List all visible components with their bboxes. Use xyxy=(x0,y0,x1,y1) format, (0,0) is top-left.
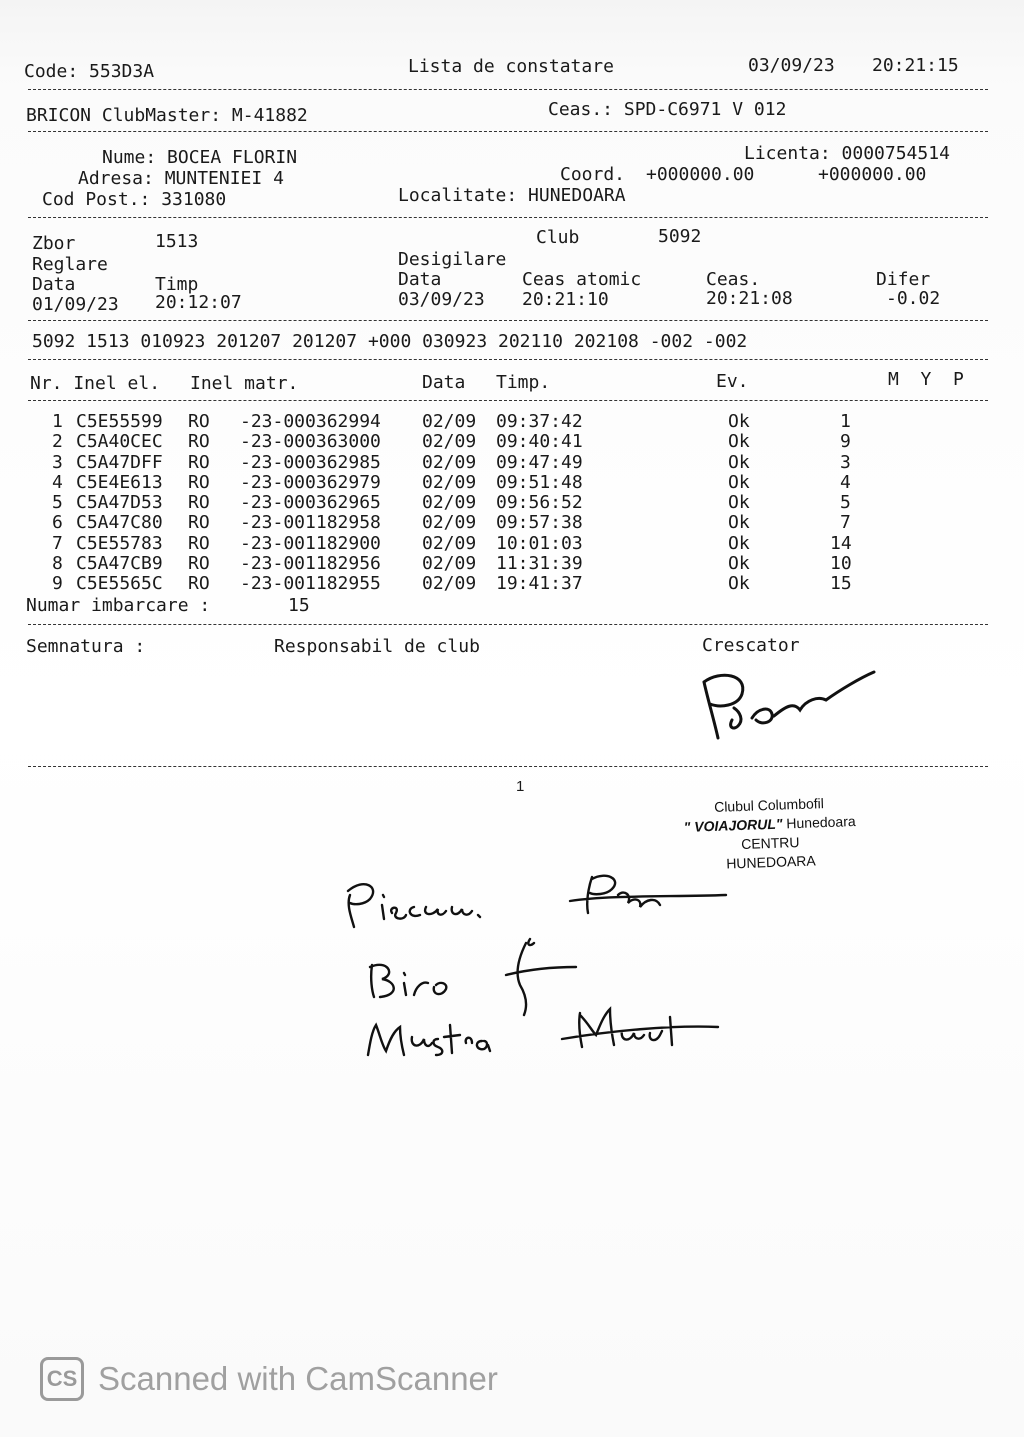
arrivals-table xyxy=(30,412,990,595)
col-nr-inel-el: Nr. Inel el. xyxy=(30,373,161,394)
table-row xyxy=(30,513,990,533)
row-ring-matricol: -23-001182958 xyxy=(240,512,381,534)
coord-value-2: +000000.00 xyxy=(818,164,927,185)
table-row xyxy=(30,432,990,452)
table-row xyxy=(30,412,990,432)
row-m: 14 xyxy=(830,532,852,554)
row-nr: 3 xyxy=(52,451,63,473)
table-row xyxy=(30,473,990,493)
table-row xyxy=(30,574,990,594)
reglare-data-label: Data xyxy=(32,274,76,295)
row-m: 4 xyxy=(840,471,851,493)
row-ring-matricol: -23-000362985 xyxy=(240,451,381,473)
row-ring-electronic: C5A47CB9 xyxy=(76,553,163,575)
signature-label: Semnatura : xyxy=(26,636,146,657)
desigilare-label: Desigilare xyxy=(398,249,507,270)
col-data: Data xyxy=(422,372,466,393)
row-ring-matricol: -23-000362965 xyxy=(240,492,381,514)
row-time: 09:56:52 xyxy=(496,492,583,514)
row-date: 02/09 xyxy=(422,451,477,473)
row-m: 3 xyxy=(840,451,851,473)
locality: Localitate: HUNEDOARA xyxy=(398,185,626,206)
desig-data-label: Data xyxy=(398,269,442,290)
difference-label: Difer xyxy=(876,269,931,290)
atomic-clock-label: Ceas atomic xyxy=(522,269,642,290)
code-line: 5092 1513 010923 201207 201207 +000 030923 202110 202108 -002 -002 xyxy=(32,331,748,352)
divider xyxy=(28,400,988,401)
row-country: RO xyxy=(188,471,210,493)
row-date: 02/09 xyxy=(422,411,477,432)
reglare-label: Reglare xyxy=(32,254,108,275)
row-event: Ok xyxy=(728,451,750,473)
row-nr: 6 xyxy=(52,512,63,534)
row-nr: 9 xyxy=(52,573,63,595)
row-country: RO xyxy=(188,553,210,575)
row-country: RO xyxy=(188,512,210,534)
owner-address: Adresa: MUNTENIEI 4 xyxy=(78,168,284,189)
row-event: Ok xyxy=(728,553,750,575)
divider xyxy=(28,217,988,218)
row-time: 09:40:41 xyxy=(496,431,583,453)
row-event: Ok xyxy=(728,492,750,514)
row-m: 1 xyxy=(840,411,851,432)
difference-value: -0.02 xyxy=(886,288,941,309)
row-country: RO xyxy=(188,411,210,432)
row-event: Ok xyxy=(728,411,750,432)
clock-time: 20:21:08 xyxy=(706,288,793,309)
row-time: 09:37:42 xyxy=(496,411,583,432)
row-ring-electronic: C5E55783 xyxy=(76,532,163,554)
row-date: 02/09 xyxy=(422,471,477,493)
watermark-text: Scanned with CamScanner xyxy=(98,1360,498,1397)
owner-name: Nume: BOCEA FLORIN xyxy=(102,147,298,168)
table-row xyxy=(30,554,990,574)
row-event: Ok xyxy=(728,512,750,534)
row-country: RO xyxy=(188,431,210,453)
row-time: 11:31:39 xyxy=(496,553,583,575)
basketing-count-label: Numar imbarcare : xyxy=(26,595,211,616)
stamp-city: Hunedoara xyxy=(782,813,856,832)
row-country: RO xyxy=(188,492,210,514)
row-ring-electronic: C5E5565C xyxy=(76,573,163,595)
divider xyxy=(28,624,988,625)
row-ring-matricol: -23-001182955 xyxy=(240,573,381,595)
divider xyxy=(28,359,988,360)
reglare-date: 01/09/23 xyxy=(32,294,119,315)
handwritten-committee-signatures xyxy=(330,855,750,1065)
row-event: Ok xyxy=(728,431,750,453)
row-country: RO xyxy=(188,532,210,554)
col-ev: Ev. xyxy=(716,371,749,392)
flight-number: 1513 xyxy=(155,231,199,252)
document-code: Code: 553D3A xyxy=(24,61,155,82)
row-ring-electronic: C5A40CEC xyxy=(76,431,163,453)
reglare-timp-label: Timp xyxy=(155,274,199,295)
row-ring-electronic: C5A47DFF xyxy=(76,451,163,473)
header-date: 03/09/23 xyxy=(748,55,835,76)
row-m: 15 xyxy=(830,573,852,595)
page-number: 1 xyxy=(516,778,525,795)
stamp-line-4: HUNEDOARA xyxy=(725,852,816,872)
row-ring-matricol: -23-000362994 xyxy=(240,411,381,432)
row-time: 09:51:48 xyxy=(496,471,583,493)
col-timp: Timp. xyxy=(496,372,551,393)
row-ring-electronic: C5E4E613 xyxy=(76,471,163,493)
clubmaster-id: BRICON ClubMaster: M-41882 xyxy=(26,105,308,126)
row-event: Ok xyxy=(728,471,750,493)
divider xyxy=(28,131,988,132)
coord-value-1: +000000.00 xyxy=(646,164,755,185)
row-ring-matricol: -23-000362979 xyxy=(240,471,381,493)
camscanner-watermark xyxy=(40,1354,498,1404)
row-ring-electronic: C5A47D53 xyxy=(76,492,163,514)
row-date: 02/09 xyxy=(422,431,477,453)
atomic-clock-time: 20:21:10 xyxy=(522,289,609,310)
divider xyxy=(28,89,988,90)
table-row xyxy=(30,493,990,513)
desig-date: 03/09/23 xyxy=(398,289,485,310)
row-m: 5 xyxy=(840,492,851,514)
row-time: 19:41:37 xyxy=(496,573,583,595)
row-m: 7 xyxy=(840,512,851,534)
flight-label: Zbor xyxy=(32,233,76,254)
header-time: 20:21:15 xyxy=(872,55,959,76)
row-country: RO xyxy=(188,573,210,595)
row-event: Ok xyxy=(728,573,750,595)
clock-label: Ceas. xyxy=(706,269,761,290)
row-date: 02/09 xyxy=(422,573,477,595)
row-date: 02/09 xyxy=(422,512,477,534)
row-time: 09:57:38 xyxy=(496,512,583,534)
stamp-line-1: Clubul Columbofil xyxy=(713,795,825,815)
document-title: Lista de constatare xyxy=(408,56,614,77)
row-time: 10:01:03 xyxy=(496,532,583,554)
row-time: 09:47:49 xyxy=(496,451,583,473)
row-ring-matricol: -23-001182956 xyxy=(240,553,381,575)
divider xyxy=(28,766,988,767)
license-number: Licenta: 0000754514 xyxy=(744,143,950,164)
row-m: 9 xyxy=(840,431,851,453)
col-myp: M Y P xyxy=(888,369,964,390)
row-date: 02/09 xyxy=(422,492,477,514)
basketing-count-value: 15 xyxy=(288,595,310,616)
club-label: Club xyxy=(536,227,580,248)
row-nr: 4 xyxy=(52,471,63,493)
club-number: 5092 xyxy=(658,226,702,247)
reglare-time: 20:12:07 xyxy=(155,292,242,313)
breeder-label: Crescator xyxy=(702,635,800,656)
row-event: Ok xyxy=(728,532,750,554)
table-row xyxy=(30,534,990,554)
row-ring-matricol: -23-000363000 xyxy=(240,431,381,453)
row-nr: 5 xyxy=(52,492,63,514)
row-ring-electronic: C5E55599 xyxy=(76,411,163,432)
row-nr: 7 xyxy=(52,532,63,554)
row-m: 10 xyxy=(830,553,852,575)
clock-id: Ceas.: SPD-C6971 V 012 xyxy=(548,99,787,120)
row-ring-matricol: -23-001182900 xyxy=(240,532,381,554)
row-country: RO xyxy=(188,451,210,473)
row-ring-electronic: C5A47C80 xyxy=(76,512,163,534)
row-nr: 1 xyxy=(52,411,63,432)
row-nr: 2 xyxy=(52,431,63,453)
coord-label: Coord. xyxy=(560,164,626,185)
row-date: 02/09 xyxy=(422,532,477,554)
breeder-signature xyxy=(690,660,890,750)
camscanner-logo-icon: CS xyxy=(40,1357,84,1401)
table-row xyxy=(30,453,990,473)
stamp-club-name: " VOIAJORUL" xyxy=(683,815,783,836)
row-nr: 8 xyxy=(52,553,63,575)
postal-code: Cod Post.: 331080 xyxy=(42,189,227,210)
col-inel-matr: Inel matr. xyxy=(190,373,299,394)
stamp-line-3: CENTRU xyxy=(740,833,800,853)
row-date: 02/09 xyxy=(422,553,477,575)
divider xyxy=(28,320,988,321)
club-responsible-label: Responsabil de club xyxy=(274,636,480,657)
